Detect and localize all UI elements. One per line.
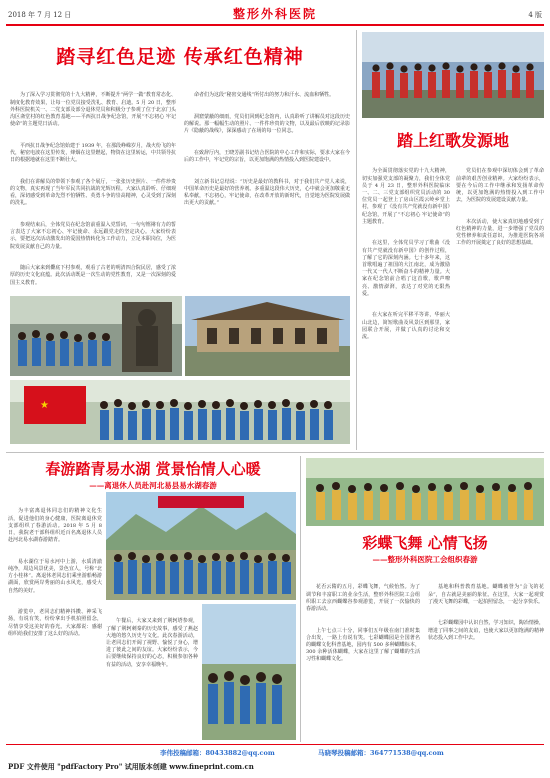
article-right-col2 bbox=[456, 154, 544, 440]
article-top-para-b4: 刘立新书记总结说：“历史是最好的教科书，对于我们共产党人来说，中国革命历史是最好的营养剂。多重温这段伟大历史，心中就会更加敬重无私奉献，不忘初心，牢记使命，在改革开放的新时代，自觉地为医院发展做出更大的贡献。” bbox=[184, 178, 350, 207]
pdf-creator-note: PDF 文件使用 "pdfFactory Pro" 试用版本创建 www.fineprint.com.cn bbox=[8, 762, 254, 771]
article-top-para-1: 为了深入学习贯彻党的十九大精神，不断提升“两学一做”教育常态化、制度化教育效果，让每一位党员接受洗礼、教育、启迪。5 月 20 日，整形外科医院机关一、二党支部及部分退休党员和积极分子参观了位于北京门头沟区斋堂村的红色教育基地——平西抗日战争纪念馆，开展“不忘初心 牢记使命”的主题党日活动。 bbox=[10, 92, 176, 128]
photo-elderly-lake bbox=[202, 604, 296, 740]
article-top-para-2: 平西抗日战争纪念馆始建于 1939 年，在那段峥嵘岁月，战火纷飞的年代，秘密电波在这里传发，烽烟在这里燃起，物资在这里转运，中共领导抗日的根据地就在这里不断壮大。 bbox=[10, 142, 176, 164]
article-bl-subtitle: ——离退休人员赴河北易县易水湖春游 bbox=[89, 481, 217, 490]
photo-butterfly-group bbox=[306, 458, 544, 526]
footer-rule bbox=[6, 744, 544, 745]
column-divider bbox=[356, 30, 357, 450]
article-right-para-2: 在这里，全体党员学习了歌曲《没有共产党就没有新中国》的创作过程，了解了它的深刻内涵。七十多年来，这首歌唱遍了祖国的大江南北，成为激励一代又一代人不断奋斗的精神力量。大家在纪念馆前合唱了这首歌，歌声嘹亮、激情澎湃，表达了对党的无限热爱。 bbox=[362, 240, 450, 297]
article-br-para-4: 七彩蝴蝶园中认识自然，学习知识，陶冶情操，增进了同事之间的友谊，也使大家以更加饱满的精神状态投入到工作中去。 bbox=[428, 620, 544, 641]
article-top-para-5: 随后大家来到爨底下村参观，观看了古老的明清四合院民居，感受了浓厚的历史文化底蕴。此次活动既是一次生动的党性教育，又是一次深刻的爱国主义教育。 bbox=[10, 265, 176, 286]
photo-lake-group bbox=[106, 492, 296, 600]
photo-museum-building bbox=[185, 296, 350, 376]
article-bl-para-2: 易水湖位于易水河中上游，水质清澈纯净，周边风景优美，景色宜人，号称“北方小桂林”。离退休老同志们乘坐游船畅游湖面，欣赏两岸秀丽的山水风光，感受大自然的美好。 bbox=[8, 558, 102, 594]
article-right-para-3: 在大家在听完平移平等讲，华丽大山北边，简短歌曲及风景区到那里，家园联合开展，并做了认真的讨论和交流。 bbox=[362, 312, 450, 341]
photo-group-statue bbox=[10, 296, 182, 376]
photo-party-oath bbox=[10, 380, 350, 444]
article-top-para-3: 我们在讲解员的带领下参观了各个展厅，一张张历史照片、一件件珍贵的文物，真实再现了当年军民共同抗战的光辉历程。大家认真聆听、仔细观看，深切感受到革命先烈不怕牺牲、英勇斗争的崇高精神，心灵受到了深刻的洗礼。 bbox=[10, 178, 176, 207]
photo-choir-top bbox=[362, 32, 544, 118]
article-bl-col2 bbox=[106, 604, 198, 742]
article-br-col2 bbox=[428, 570, 544, 742]
article-br-headline: 彩蝶飞舞 心情飞扬 bbox=[362, 534, 488, 552]
column-divider-bottom bbox=[300, 456, 301, 742]
article-bl-col1 bbox=[8, 494, 102, 740]
article-br-para-3: 基地和科普教育基地。蝴蝶被誉为“会飞的花朵”，自古就是美丽的象征。在这里，大家一起观赏了漫天飞舞的彩蝶，一起拍照留念，一起分享快乐。 bbox=[428, 584, 544, 605]
contact-email-1: 李伟投稿邮箱：80433882@qq.com bbox=[160, 749, 275, 757]
article-bl-para-4: 午餐后，大家又来到了荆轲塔参观，了解了荆轲刺秦的历史故事，感受了燕赵大地的悠久历史与文化。此次春游活动，让老同志们开阔了视野、愉悦了身心，增进了彼此之间的友谊。大家纷纷表示，今后要继续保持良好的心态，积极参加各种有益的活动，安享幸福晚年。 bbox=[106, 618, 198, 668]
section-divider bbox=[6, 452, 544, 453]
article-right-para-5: 本次活动，使大家真切地感受到了红色精神的力量，进一步增强了党员的党性修养和责任意识，为推进医院各项工作的开展奠定了良好的思想基础。 bbox=[456, 218, 544, 247]
article-top-col1 bbox=[10, 78, 176, 290]
article-right-para-4: 党员们在参观中深切体会到了革命前辈的艰苦创业精神。大家纷纷表示，要在今后的工作中继承和发扬革命传统，以更加饱满的热情投入到工作中去，为医院的发展建设贡献力量。 bbox=[456, 168, 544, 204]
article-top-para-b3: 在致辞厅内，王晓芳副书记结合医院的中心工作和实际，要求大家在今后的工作中，牢记党的宗旨，以更加饱满的热情投入到医院建设中。 bbox=[184, 150, 350, 164]
article-br-para-2: 上午七点三十分，同事们五年级在南门准时集合出发，一路上有说有笑。七彩蝴蝶园是全国著名的蝴蝶文化科普基地，园内有 500 多种蝴蝶标本，300 余种活体蝴蝶，大家在这里了解了蝴蝶的生活习性和蝴蝶文化。 bbox=[306, 627, 420, 663]
article-br-para-1: 花否云隋的五月，彩蝶飞舞，气候怡然。为了调节和丰富职工的业余生活，整形外科医院工会组织职工去京西蝴蝶谷参观游览，开展了一次愉快的春游活动。 bbox=[306, 584, 420, 613]
article-right-col1 bbox=[362, 154, 450, 440]
article-top-headline: 踏寻红色足迹 传承红色精神 bbox=[56, 46, 304, 68]
article-bl-para-3: 游览中，老同志们精神抖擞、神采飞扬，有说有笑，纷纷拿出手机拍照留念，尽情享受这美好的春光。大家都说：感谢组织给我们安排了这么好的活动。 bbox=[8, 609, 102, 637]
article-top-col2 bbox=[184, 78, 350, 290]
issue-date: 2018 年 7 月 12 日 bbox=[8, 11, 72, 19]
masthead-title: 整形外科医院 bbox=[232, 7, 317, 21]
svg-text:★: ★ bbox=[40, 400, 49, 411]
article-br-subtitle: ——整形外科医院工会组织春游 bbox=[372, 555, 478, 564]
article-right-headline: 踏上红歌发源地 bbox=[396, 131, 509, 150]
article-top-para-b1: 命者们为这段“秘密交通线”所付出的努力和汗水、流血和牺牲。 bbox=[194, 92, 335, 99]
contact-email-2: 马晓琴投稿邮箱：364771538@qq.com bbox=[318, 749, 444, 757]
page-number: 4 版 bbox=[528, 11, 542, 19]
header-rule bbox=[6, 24, 544, 26]
article-top-para-b2: 洞窟蒙蔽的细雨，党员们回到纪念馆内，认真聆听了讲解员对这段历史的解说。那一幅幅生动的照片、一件件珍贵的文物，以及最后放映的记录影片《隐蔽的战线》，深深感动了在场的每一位同志。 bbox=[184, 114, 350, 135]
article-top-para-4: 参观结束后，全体党员在纪念馆前重温入党誓词，一句句铿锵有力的誓言表达了大家不忘初心、牢记使命、永远跟党走的坚定决心。大家纷纷表示，要把这次活动激发出的爱国热情转化为工作动力，立足本职岗位，为医院发展贡献自己的力量。 bbox=[10, 222, 176, 250]
article-right-para-1: 为全面贯彻落实党的十九大精神，切实加强党支部的凝聚力，我们全体党员于 4 月 23 日，整形外科医院临床一、二、三党支部组织党员活动的 30 位党员一起登上了房山区霞云岭乡堂上村，参观了《没有共产党就没有新中国》纪念馆，开展了“不忘初心 牢记使命”的主题教育。 bbox=[362, 168, 452, 225]
article-bl-para-1: 为丰富离退休同志们的精神文化生活，促进他们的身心健康，医院离退休党支部组织了春游活动。2018 年 5 月 8 日，我院老干部科组织近百名离退休人员赴河北易水湖春游踏青。 bbox=[8, 508, 104, 544]
article-br-col1 bbox=[306, 570, 420, 742]
article-bl-headline: 春游踏青易水湖 赏景怡情人心暖 bbox=[45, 460, 261, 478]
